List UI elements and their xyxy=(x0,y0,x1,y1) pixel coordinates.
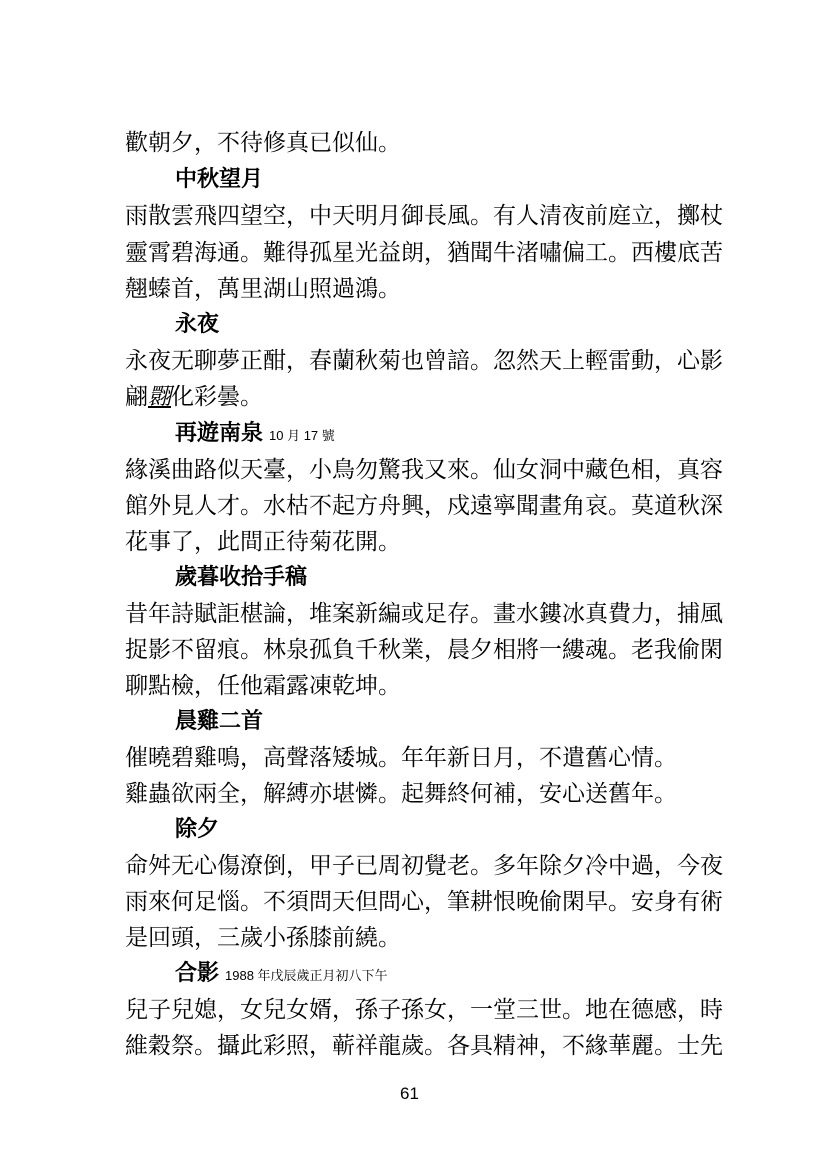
text-line: 聊點檢，任他霜露凍乾坤。 xyxy=(125,673,401,699)
poem-title xyxy=(175,310,219,340)
text-line: 催曉碧雞鳴，高聲落矮城。年年新日月，不遣舊心情。 xyxy=(125,745,677,771)
poem-title xyxy=(175,419,335,449)
text-line: 靈霄碧海通。難得孤星光益朗，猶聞牛渚嘯偏工。西樓底苦 xyxy=(125,240,723,266)
page-number: 61 xyxy=(400,1084,419,1103)
text-line: 雨散雲飛四望空，中天明月御長風。有人清夜前庭立，擲杖 xyxy=(125,203,723,229)
poem-title-text: 除夕 xyxy=(175,817,220,842)
poem-title-text: 歲暮收拾手稿 xyxy=(175,565,308,590)
text-line: 緣溪曲路似天臺，小鳥勿驚我又來。仙女洞中藏色相，真容 xyxy=(125,457,723,483)
text-segment: 化彩曇。 xyxy=(171,384,263,410)
text-line: 館外見人才。水枯不起方舟興，戍遠寧聞畫角哀。莫道秋深 xyxy=(125,493,723,519)
poem-title-text: 合影 xyxy=(175,961,220,986)
poem-title-text: 晨雞二首 xyxy=(175,709,264,734)
text-line: 花事了，此間正待菊花開。 xyxy=(125,529,401,555)
text-line xyxy=(125,382,263,412)
poem-title xyxy=(175,165,263,195)
poem-title-text: 再遊南泉 xyxy=(175,421,264,446)
text-line: 雞蟲欲兩全，解縛亦堪憐。起舞終何補，安心送舊年。 xyxy=(125,781,677,807)
poem-date-note: 10 月 17 號 xyxy=(269,428,335,443)
poem-title xyxy=(175,563,307,593)
text-line: 命舛无心傷潦倒，甲子已周初覺老。多年除夕冷中過，今夜 xyxy=(125,853,723,879)
text-line: 歡朝夕，不待修真已似仙。 xyxy=(125,130,401,156)
poem-title xyxy=(175,959,388,989)
poem-title xyxy=(175,815,219,845)
text-line: 雨來何足惱。不須問天但問心，筆耕恨晚偷閑早。安身有術 xyxy=(125,889,723,915)
text-line: 捉影不留痕。林泉孤負千秋業，晨夕相將一縷魂。老我偷閑 xyxy=(125,637,723,663)
text-line: 永夜无聊夢正酣，春蘭秋菊也曾諳。忽然天上輕雷動，心影 xyxy=(125,348,723,374)
rare-character: 翾 xyxy=(148,384,171,410)
poem-title-text: 中秋望月 xyxy=(175,167,264,192)
poem-date-note: 1988 年戊辰歲正月初八下午 xyxy=(225,968,388,983)
text-line: 是回頭，三歲小孫膝前繞。 xyxy=(125,925,401,951)
text-line: 兒子兒媳，女兒女婿，孫子孫女，一堂三世。地在德感，時 xyxy=(125,997,723,1023)
poem-title-text: 永夜 xyxy=(175,312,220,337)
text-line: 維穀祭。攝此彩照，蕲祥龍歲。各具精神，不緣華麗。士先 xyxy=(125,1033,723,1059)
poem-title xyxy=(175,707,263,737)
text-line: 翹螓首，萬里湖山照過鴻。 xyxy=(125,276,401,302)
text-segment: 翩 xyxy=(125,384,148,410)
text-line: 昔年詩賦詎椹論，堆案新編或足存。畫水鏤冰真費力，捕風 xyxy=(125,601,723,627)
